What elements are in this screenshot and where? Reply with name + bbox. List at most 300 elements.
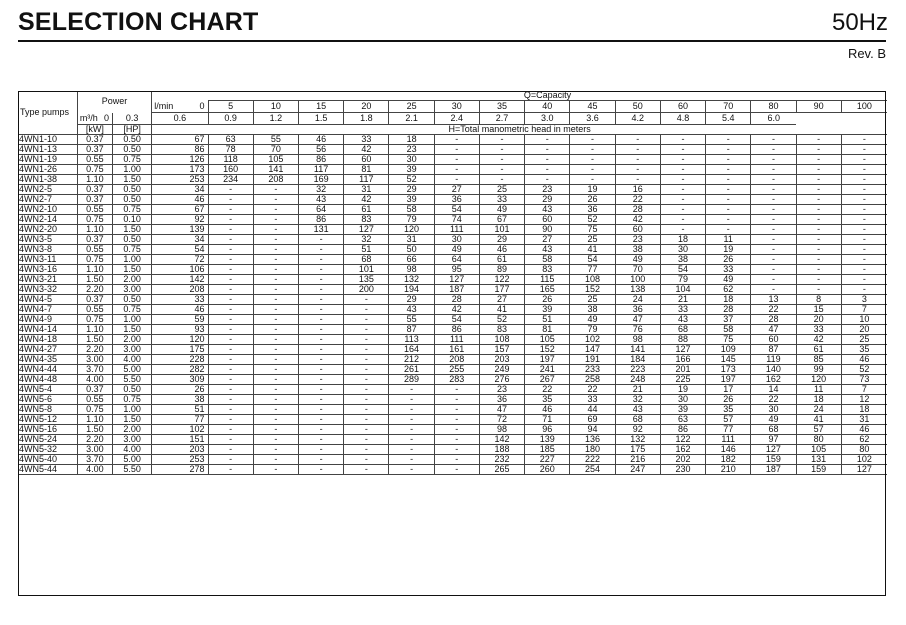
head-cell: 30 (389, 155, 434, 165)
head-cell: 52 (841, 365, 887, 375)
head-cell: 32 (344, 235, 389, 245)
power-hp-cell: 0.75 (113, 155, 152, 165)
head-cell: - (298, 415, 343, 425)
head-cell: 24 (796, 405, 841, 415)
head-cell: 22 (570, 385, 615, 395)
head-cell: 159 (796, 465, 841, 475)
table-row (18, 405, 887, 415)
head-cell: 22 (751, 305, 796, 315)
lmin-value: 90 (796, 101, 841, 113)
head-cell: 43 (525, 245, 570, 255)
head-cell: 52 (389, 175, 434, 185)
power-kw-cell: 0.75 (77, 405, 112, 415)
revision-label: Rev. B (847, 46, 886, 61)
pump-type-cell: 4WN5-32 (18, 445, 77, 455)
power-hp-cell: 5.00 (113, 365, 152, 375)
head-cell: 265 (479, 465, 524, 475)
head-cell: 55 (389, 315, 434, 325)
power-hp-cell: 1.50 (113, 225, 152, 235)
head-cell: 203 (152, 445, 208, 455)
pump-type-cell: 4WN2-7 (18, 195, 77, 205)
head-cell: - (706, 215, 751, 225)
head-cell: 141 (253, 165, 298, 175)
head-cell: - (208, 435, 253, 445)
blank-header (152, 91, 208, 101)
head-cell: - (298, 405, 343, 415)
head-cell: 78 (208, 145, 253, 155)
head-cell: - (751, 205, 796, 215)
power-kw-cell: 1.10 (77, 225, 112, 235)
head-cell: 120 (796, 375, 841, 385)
head-cell: 127 (751, 445, 796, 455)
head-cell: - (706, 145, 751, 155)
head-cell: 161 (434, 345, 479, 355)
head-cell: - (253, 465, 298, 475)
head-cell: - (796, 275, 841, 285)
head-cell: 49 (615, 255, 660, 265)
head-cell: - (389, 425, 434, 435)
head-cell: 111 (706, 435, 751, 445)
head-cell: - (344, 405, 389, 415)
head-cell: - (570, 145, 615, 155)
head-cell: 64 (298, 205, 343, 215)
head-cell: 33 (152, 295, 208, 305)
power-kw-cell: 2.20 (77, 345, 112, 355)
pump-type-cell: 4WN4-7 (18, 305, 77, 315)
type-pumps-header: Type pumps (18, 91, 77, 135)
m3h-value: 1.8 (344, 113, 389, 125)
head-cell: 58 (706, 325, 751, 335)
head-cell: 76 (615, 325, 660, 335)
head-cell: - (706, 155, 751, 165)
kw-header: [kW] (77, 125, 112, 135)
head-cell: - (344, 455, 389, 465)
head-cell: 175 (152, 345, 208, 355)
head-cell: 83 (525, 265, 570, 275)
power-kw-cell: 3.70 (77, 365, 112, 375)
head-cell: 142 (479, 435, 524, 445)
head-cell: 42 (615, 215, 660, 225)
head-cell: - (208, 445, 253, 455)
head-cell: - (298, 455, 343, 465)
head-cell: 165 (525, 285, 570, 295)
head-cell: - (253, 195, 298, 205)
lmin-value: 15 (298, 101, 343, 113)
head-cell: - (796, 195, 841, 205)
head-cell: 191 (570, 355, 615, 365)
head-cell: 27 (434, 185, 479, 195)
power-hp-cell: 3.00 (113, 285, 152, 295)
power-hp-cell: 2.00 (113, 425, 152, 435)
head-cell: 54 (434, 315, 479, 325)
table-row (18, 385, 887, 395)
head-cell: 22 (615, 195, 660, 205)
head-cell: - (253, 205, 298, 215)
head-cell: 35 (525, 395, 570, 405)
pump-type-cell: 4WN5-16 (18, 425, 77, 435)
head-cell: 33 (570, 395, 615, 405)
table-row (18, 135, 887, 145)
head-cell: 39 (389, 195, 434, 205)
head-cell: 86 (152, 145, 208, 155)
head-cell: 55 (253, 135, 298, 145)
head-cell: 36 (434, 195, 479, 205)
head-cell: 106 (152, 265, 208, 275)
head-cell: - (660, 135, 705, 145)
m3h-value: 1.5 (298, 113, 343, 125)
head-cell: 185 (525, 445, 570, 455)
head-cell: 15 (796, 305, 841, 315)
head-cell: 97 (751, 435, 796, 445)
head-cell: 29 (525, 195, 570, 205)
head-cell: 234 (208, 175, 253, 185)
head-cell: 241 (525, 365, 570, 375)
head-cell: - (208, 235, 253, 245)
head-cell: 49 (479, 205, 524, 215)
head-cell: - (298, 335, 343, 345)
lmin-value: 5 (208, 101, 253, 113)
head-cell: 28 (434, 295, 479, 305)
head-cell: - (298, 275, 343, 285)
head-cell: - (841, 185, 887, 195)
head-cell: - (479, 135, 524, 145)
head-cell: 46 (152, 305, 208, 315)
head-cell: 38 (660, 255, 705, 265)
head-cell: - (525, 155, 570, 165)
pump-type-cell: 4WN2-10 (18, 205, 77, 215)
head-cell: 152 (525, 345, 570, 355)
head-cell: - (525, 145, 570, 155)
power-hp-cell: 4.00 (113, 445, 152, 455)
head-cell: 139 (152, 225, 208, 235)
head-cell: 72 (479, 415, 524, 425)
head-cell: - (208, 465, 253, 475)
head-cell: 63 (660, 415, 705, 425)
head-cell: 122 (660, 435, 705, 445)
head-cell: - (660, 185, 705, 195)
head-cell: 146 (706, 445, 751, 455)
head-cell: - (389, 415, 434, 425)
head-cell: 26 (152, 385, 208, 395)
lmin-value: 30 (434, 101, 479, 113)
head-cell: 57 (706, 415, 751, 425)
head-cell: - (253, 315, 298, 325)
head-cell: - (434, 155, 479, 165)
head-cell: - (208, 425, 253, 435)
head-cell: 41 (796, 415, 841, 425)
head-cell: - (253, 365, 298, 375)
head-cell: 42 (434, 305, 479, 315)
power-hp-cell: 0.50 (113, 195, 152, 205)
head-cell: - (208, 335, 253, 345)
head-cell: 139 (525, 435, 570, 445)
head-cell: - (841, 195, 887, 205)
table-row (18, 205, 887, 215)
head-cell: 75 (570, 225, 615, 235)
head-cell: - (208, 205, 253, 215)
head-cell: - (615, 175, 660, 185)
power-hp-cell: 0.50 (113, 295, 152, 305)
head-cell: 46 (298, 135, 343, 145)
pump-type-cell: 4WN4-35 (18, 355, 77, 365)
head-cell: - (344, 395, 389, 405)
head-cell: 208 (152, 285, 208, 295)
head-cell: 87 (389, 325, 434, 335)
table-row (18, 345, 887, 355)
m3h-label: m³/h 0 (77, 113, 112, 125)
head-cell: 127 (344, 225, 389, 235)
head-cell: - (796, 235, 841, 245)
head-cell: - (389, 455, 434, 465)
pump-type-cell: 4WN5-24 (18, 435, 77, 445)
head-cell: 36 (479, 395, 524, 405)
head-cell: - (796, 135, 841, 145)
table-row (18, 315, 887, 325)
head-cell: 54 (660, 265, 705, 275)
head-cell: - (660, 155, 705, 165)
head-cell: - (208, 225, 253, 235)
head-cell: 253 (152, 175, 208, 185)
head-cell: 212 (389, 355, 434, 365)
head-cell: - (751, 195, 796, 205)
head-cell: - (479, 145, 524, 155)
head-cell: - (615, 145, 660, 155)
head-cell: 58 (389, 205, 434, 215)
head-cell: 30 (660, 245, 705, 255)
head-cell: 216 (615, 455, 660, 465)
head-cell: - (208, 295, 253, 305)
head-cell: 289 (389, 375, 434, 385)
table-row (18, 295, 887, 305)
head-cell: - (570, 155, 615, 165)
head-cell: 197 (706, 375, 751, 385)
head-cell: - (298, 445, 343, 455)
head-cell: 29 (389, 185, 434, 195)
head-cell: 28 (615, 205, 660, 215)
pump-type-cell: 4WN2-5 (18, 185, 77, 195)
head-cell: - (253, 355, 298, 365)
head-cell: - (660, 225, 705, 235)
head-cell: 132 (389, 275, 434, 285)
head-cell: 99 (796, 365, 841, 375)
head-cell: - (253, 395, 298, 405)
head-cell: 228 (152, 355, 208, 365)
head-cell: 33 (660, 305, 705, 315)
head-cell: 26 (706, 395, 751, 405)
head-cell: - (389, 405, 434, 415)
head-cell: 81 (525, 325, 570, 335)
power-hp-cell: 3.00 (113, 435, 152, 445)
pump-type-cell: 4WN4-44 (18, 365, 77, 375)
head-cell: 267 (525, 375, 570, 385)
head-cell: 89 (479, 265, 524, 275)
head-cell: 227 (525, 455, 570, 465)
head-cell: 18 (389, 135, 434, 145)
head-cell: 30 (434, 235, 479, 245)
head-cell: 283 (434, 375, 479, 385)
head-cell: - (208, 385, 253, 395)
pump-type-cell: 4WN3-5 (18, 235, 77, 245)
head-cell: 25 (570, 235, 615, 245)
head-cell: - (434, 415, 479, 425)
head-cell: 33 (796, 325, 841, 335)
power-kw-cell: 0.55 (77, 245, 112, 255)
head-cell: - (751, 275, 796, 285)
head-cell: 67 (479, 215, 524, 225)
head-cell: 47 (479, 405, 524, 415)
head-cell: 23 (479, 385, 524, 395)
head-cell: 42 (344, 195, 389, 205)
head-cell: - (253, 415, 298, 425)
table-row (18, 245, 887, 255)
head-cell: - (434, 445, 479, 455)
power-kw-cell: 0.55 (77, 155, 112, 165)
table-row (18, 145, 887, 155)
head-cell: 63 (208, 135, 253, 145)
head-cell: - (253, 345, 298, 355)
power-hp-cell: 1.50 (113, 265, 152, 275)
power-kw-cell: 2.20 (77, 285, 112, 295)
head-cell: 29 (479, 235, 524, 245)
pump-type-cell: 4WN3-8 (18, 245, 77, 255)
head-cell: 138 (615, 285, 660, 295)
head-cell: 8 (796, 295, 841, 305)
head-cell: 122 (479, 275, 524, 285)
head-cell: - (344, 435, 389, 445)
head-cell: 21 (660, 295, 705, 305)
head-cell: - (706, 225, 751, 235)
head-cell: 184 (615, 355, 660, 365)
head-cell: 37 (706, 315, 751, 325)
head-cell: 18 (841, 405, 887, 415)
head-cell: - (706, 195, 751, 205)
head-cell: - (615, 135, 660, 145)
power-kw-cell: 0.37 (77, 145, 112, 155)
head-cell: 182 (706, 455, 751, 465)
head-cell: 14 (751, 385, 796, 395)
head-cell: 61 (344, 205, 389, 215)
head-cell: 32 (298, 185, 343, 195)
table-row (18, 225, 887, 235)
head-cell: 36 (570, 205, 615, 215)
head-cell: 34 (152, 185, 208, 195)
head-cell: - (298, 355, 343, 365)
head-cell: 93 (152, 325, 208, 335)
head-cell: 108 (479, 335, 524, 345)
power-kw-cell: 0.37 (77, 385, 112, 395)
head-cell: 31 (841, 415, 887, 425)
lmin-value: 35 (479, 101, 524, 113)
head-cell: 104 (660, 285, 705, 295)
head-cell: 92 (152, 215, 208, 225)
head-cell: - (344, 465, 389, 475)
head-cell: - (615, 155, 660, 165)
head-cell: - (253, 425, 298, 435)
head-cell: 31 (389, 235, 434, 245)
m3h-value: 3.6 (570, 113, 615, 125)
power-kw-cell: 0.37 (77, 235, 112, 245)
power-kw-cell: 1.50 (77, 425, 112, 435)
head-cell: - (389, 445, 434, 455)
head-cell: 132 (615, 435, 660, 445)
head-cell: - (253, 245, 298, 255)
head-cell: 26 (706, 255, 751, 265)
head-cell: - (841, 265, 887, 275)
head-cell: - (751, 145, 796, 155)
head-cell: 43 (525, 205, 570, 215)
head-cell: 69 (570, 415, 615, 425)
head-cell: 7 (841, 305, 887, 315)
power-kw-cell: 1.10 (77, 415, 112, 425)
head-cell: 42 (796, 335, 841, 345)
power-kw-cell: 0.37 (77, 185, 112, 195)
head-cell: 56 (298, 145, 343, 155)
head-cell: 202 (660, 455, 705, 465)
head-cell: - (706, 135, 751, 145)
pump-type-cell: 4WN2-20 (18, 225, 77, 235)
power-hp-cell: 3.00 (113, 345, 152, 355)
head-cell: 175 (615, 445, 660, 455)
pump-type-cell: 4WN3-16 (18, 265, 77, 275)
head-cell: - (706, 175, 751, 185)
head-cell: 126 (152, 155, 208, 165)
head-cell: 117 (298, 165, 343, 175)
power-hp-cell: 0.75 (113, 305, 152, 315)
head-cell: - (253, 335, 298, 345)
head-cell: 43 (298, 195, 343, 205)
head-cell: - (570, 165, 615, 175)
power-kw-cell: 0.37 (77, 295, 112, 305)
lmin-value: 50 (615, 101, 660, 113)
table-row (18, 365, 887, 375)
head-cell: 142 (152, 275, 208, 285)
head-cell: 188 (479, 445, 524, 455)
head-cell: 51 (525, 315, 570, 325)
head-cell: 25 (841, 335, 887, 345)
power-kw-cell: 3.00 (77, 445, 112, 455)
head-cell: - (344, 375, 389, 385)
power-hp-cell: 0.50 (113, 235, 152, 245)
head-cell: 68 (615, 415, 660, 425)
head-cell: 20 (796, 315, 841, 325)
head-cell: - (796, 225, 841, 235)
head-cell: 96 (525, 425, 570, 435)
head-cell: - (479, 165, 524, 175)
head-cell: 173 (152, 165, 208, 175)
table-row (18, 275, 887, 285)
lmin-value: 0 (199, 100, 205, 111)
head-cell: 16 (615, 185, 660, 195)
head-cell: - (253, 265, 298, 275)
head-cell: 64 (434, 255, 479, 265)
head-cell: 105 (525, 335, 570, 345)
power-kw-cell: 1.10 (77, 325, 112, 335)
power-hp-cell: 1.50 (113, 415, 152, 425)
head-cell: 68 (660, 325, 705, 335)
table-row (18, 375, 887, 385)
head-cell: 90 (525, 225, 570, 235)
head-cell: - (841, 285, 887, 295)
head-cell: - (841, 165, 887, 175)
head-cell: 85 (796, 355, 841, 365)
head-cell: 197 (525, 355, 570, 365)
head-cell: - (253, 215, 298, 225)
m3h-value: 2.1 (389, 113, 434, 125)
head-cell: - (253, 405, 298, 415)
head-cell: - (298, 435, 343, 445)
head-cell: 111 (434, 225, 479, 235)
head-cell: - (253, 385, 298, 395)
